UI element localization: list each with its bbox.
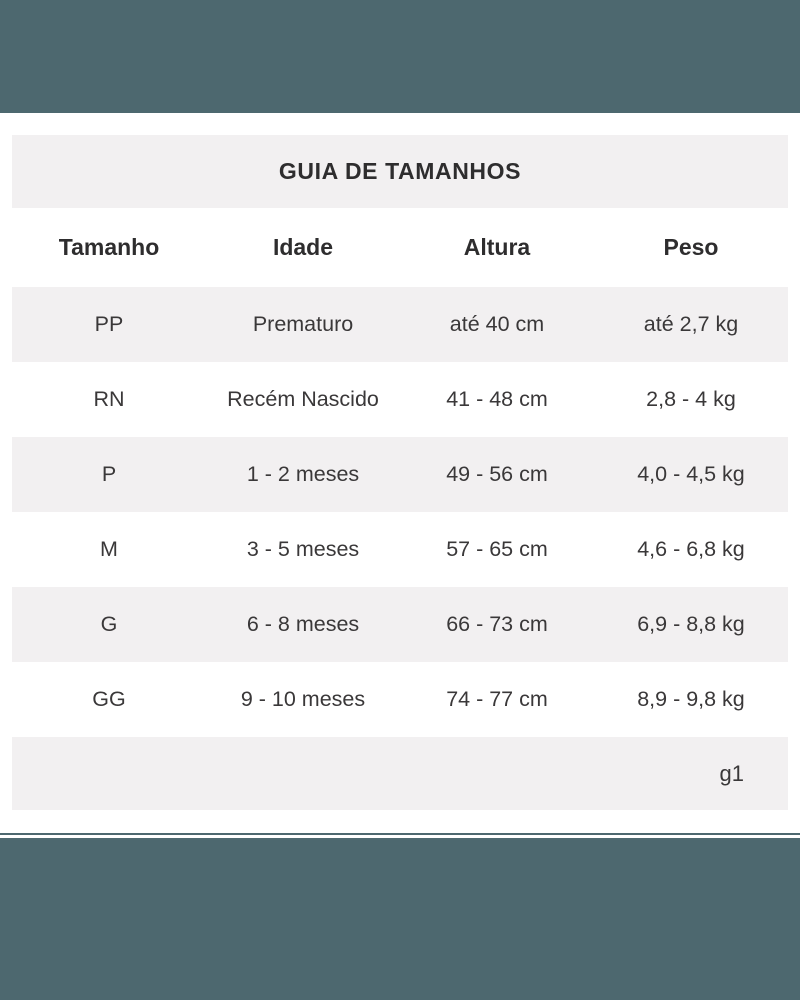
table-body bbox=[12, 287, 788, 737]
cell-idade: 9 - 10 meses bbox=[240, 687, 366, 711]
cell-altura: 49 - 56 cm bbox=[446, 462, 548, 486]
cell-altura: 41 - 48 cm bbox=[446, 387, 548, 411]
column-header-peso: Peso bbox=[663, 234, 719, 260]
column-header-tamanho: Tamanho bbox=[58, 234, 160, 260]
table-row bbox=[12, 587, 788, 662]
cell-tamanho: P bbox=[101, 462, 117, 486]
table-row bbox=[12, 437, 788, 512]
size-guide-title: GUIA DE TAMANHOS bbox=[278, 158, 522, 184]
cell-peso: 6,9 - 8,8 kg bbox=[637, 612, 745, 636]
cell-idade: Prematuro bbox=[252, 312, 354, 336]
cell-tamanho: PP bbox=[94, 312, 124, 336]
cell-altura: até 40 cm bbox=[449, 312, 545, 336]
cell-peso: 4,0 - 4,5 kg bbox=[637, 462, 745, 486]
top-band bbox=[0, 0, 800, 113]
cell-altura: 57 - 65 cm bbox=[446, 537, 548, 561]
cell-peso: 2,8 - 4 kg bbox=[646, 387, 736, 411]
cell-idade: 6 - 8 meses bbox=[246, 612, 360, 636]
cell-idade: Recém Nascido bbox=[227, 387, 379, 411]
table-row bbox=[12, 287, 788, 362]
bottom-divider-line bbox=[0, 833, 800, 835]
cell-peso: 8,9 - 9,8 kg bbox=[637, 687, 745, 711]
column-header-idade: Idade bbox=[272, 234, 334, 260]
column-header-altura: Altura bbox=[463, 234, 531, 260]
cell-altura: 66 - 73 cm bbox=[446, 612, 548, 636]
table-row bbox=[12, 662, 788, 737]
size-guide-table bbox=[12, 135, 788, 810]
table-header-row bbox=[12, 208, 788, 287]
bottom-band bbox=[0, 838, 800, 1000]
table-row bbox=[12, 512, 788, 587]
size-guide-title-bar bbox=[12, 135, 788, 208]
cell-peso: até 2,7 kg bbox=[643, 312, 739, 336]
cell-idade: 1 - 2 meses bbox=[246, 462, 360, 486]
cell-peso: 4,6 - 6,8 kg bbox=[637, 537, 745, 561]
table-row bbox=[12, 362, 788, 437]
cell-altura: 74 - 77 cm bbox=[446, 687, 548, 711]
table-footer-row bbox=[12, 737, 788, 810]
cell-tamanho: RN bbox=[93, 387, 125, 411]
cell-idade: 3 - 5 meses bbox=[246, 537, 360, 561]
cell-tamanho: M bbox=[100, 537, 118, 561]
cell-tamanho: G bbox=[100, 612, 118, 636]
cell-tamanho: GG bbox=[92, 687, 126, 711]
footer-note: g1 bbox=[719, 760, 744, 786]
